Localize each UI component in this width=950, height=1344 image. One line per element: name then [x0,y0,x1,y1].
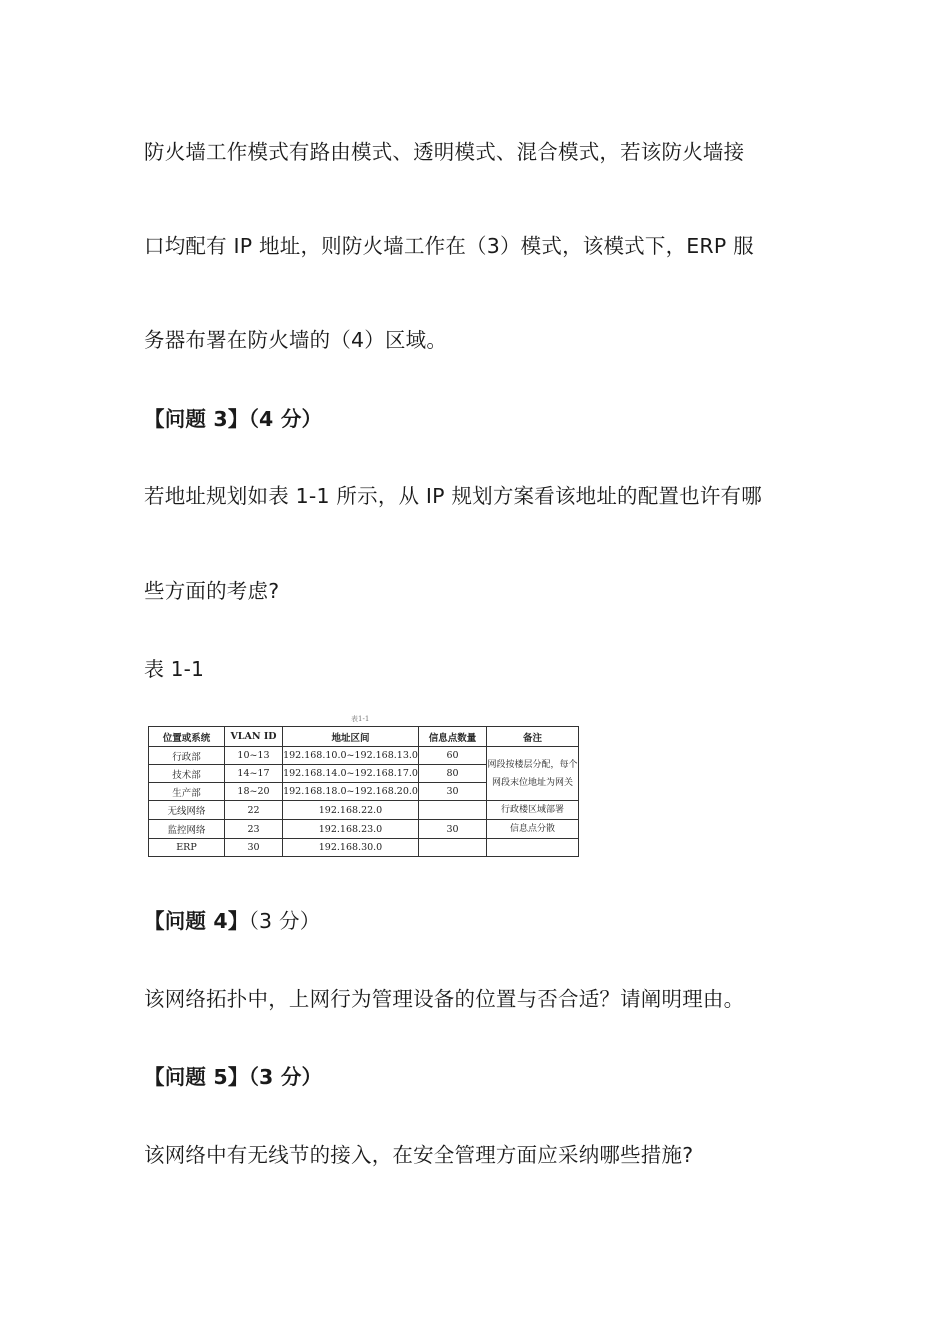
paragraph-line: 该网络拓扑中，上网行为管理设备的位置与否合适？请阐明理由。 [144,987,745,1011]
table-cell: 192.168.14.0~192.168.17.0 [283,765,419,783]
table-cell: 30 [225,839,283,857]
table-cell: 技术部 [149,765,225,783]
question-3-score: （4 分） [248,407,323,431]
table-row [149,747,579,765]
table-caption: 表 1-1 [144,657,205,681]
table-scan-title: 表1-1 [351,715,370,723]
table-note-cell: 网段按楼层分配，每个网段末位地址为网关 [487,747,579,801]
question-5-heading [144,1063,322,1091]
table-cell: 14~17 [225,765,283,783]
question-5-score: （3 分） [248,1065,323,1089]
table-header: 地址区间 [283,727,419,747]
question-4-label: 【问题 4】 [144,909,249,933]
paragraph-line: 防火墙工作模式有路由模式、透明模式、混合模式，若该防火墙接 [144,140,745,164]
table-cell: 10~13 [225,747,283,765]
table-cell: 192.168.10.0~192.168.13.0 [283,747,419,765]
paragraph-line: 务器布署在防火墙的（4）区域。 [144,328,448,352]
question-4-heading [144,907,320,935]
paragraph-line: 该网络中有无线节的接入，在安全管理方面应采纳哪些措施? [144,1143,694,1167]
table-header: 备注 [487,727,579,747]
table-cell [419,839,487,857]
paragraph-line: 些方面的考虑? [144,579,280,603]
question-4-score: （3 分） [248,909,321,933]
address-plan-table [148,726,579,857]
question-3-heading [144,405,322,433]
table-cell: 80 [419,765,487,783]
paragraph-line: 口均配有 IP 地址，则防火墙工作在（3）模式，该模式下，ERP 服 [144,234,754,258]
table-header: VLAN ID [225,727,283,747]
table-cell: 22 [225,801,283,820]
table-header: 位置或系统 [149,727,225,747]
table-cell: 23 [225,820,283,839]
question-5-label: 【问题 5】 [144,1065,249,1089]
table-cell: 生产部 [149,783,225,801]
table-cell: 30 [419,820,487,839]
table-row [149,801,579,820]
address-plan-table-image [146,716,580,860]
table-cell [487,839,579,857]
table-cell: ERP [149,839,225,857]
table-header: 信息点数量 [419,727,487,747]
table-note-cell: 信息点分散 [487,820,579,839]
table-cell: 192.168.30.0 [283,839,419,857]
table-row [149,839,579,857]
table-cell: 60 [419,747,487,765]
table-note-cell: 行政楼区域部署 [487,801,579,820]
table-cell: 30 [419,783,487,801]
table-cell: 192.168.18.0~192.168.20.0 [283,783,419,801]
table-cell [419,801,487,820]
table-cell: 18~20 [225,783,283,801]
table-cell: 192.168.22.0 [283,801,419,820]
question-3-label: 【问题 3】 [144,407,249,431]
table-cell: 无线网络 [149,801,225,820]
table-cell: 监控网络 [149,820,225,839]
paragraph-line: 若地址规划如表 1-1 所示，从 IP 规划方案看该地址的配置也许有哪 [144,484,762,508]
table-cell: 行政部 [149,747,225,765]
table-row [149,820,579,839]
table-cell: 192.168.23.0 [283,820,419,839]
table-header-row [149,727,579,747]
